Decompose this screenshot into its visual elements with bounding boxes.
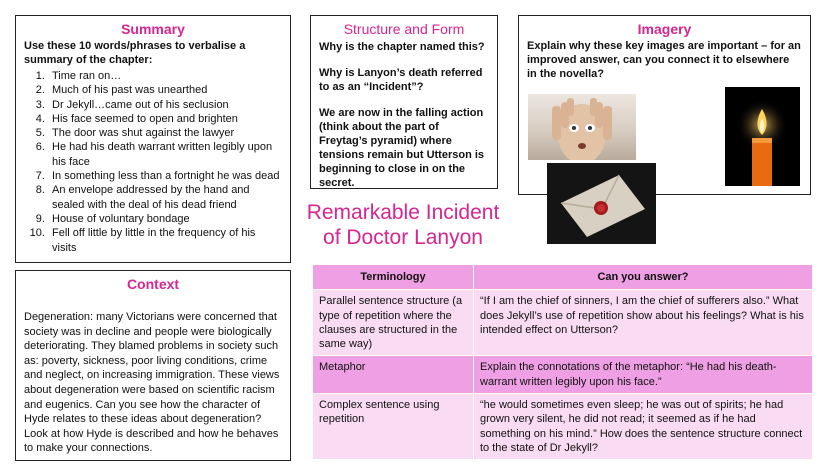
structure-panel — [310, 15, 498, 189]
list-item: 3. Dr Jekyll…came out of his seclusion — [48, 98, 282, 112]
summary-panel — [15, 15, 291, 263]
structure-question-1: Why is the chapter named this? — [319, 41, 485, 53]
table-header-row — [313, 265, 813, 290]
list-item: 1. Time ran on… — [48, 69, 282, 83]
list-item: 8. An envelope addressed by the hand and sealed with the deal of his dead friend — [48, 183, 282, 212]
question-cell: Explain the connotations of the metaphor: “He had his death-warrant written legibly upon his face.” — [474, 356, 813, 394]
question-cell: “he would sometimes even sleep; he was out of spirits; he had grown very silent, he did not read; it seemed as if he had something on his mind.” How does the sentence structure connect to the state of Dr Jekyll? — [474, 394, 813, 460]
table-row — [313, 394, 813, 460]
candle-image — [725, 87, 800, 186]
candle-illustration — [725, 87, 800, 186]
summary-list — [24, 69, 282, 255]
page-title-line-1: Remarkable Incident — [306, 201, 500, 224]
page-title — [296, 200, 510, 250]
term-cell: Complex sentence using repetition — [313, 394, 474, 460]
envelope-illustration — [547, 163, 656, 244]
term-cell: Metaphor — [313, 356, 474, 394]
list-item: 7. In something less than a fortnight he was dead — [48, 169, 282, 183]
list-item: 4. His face seemed to open and brighten — [48, 112, 282, 126]
structure-title: Structure and Form — [343, 21, 465, 37]
table-row — [313, 356, 813, 394]
face-illustration — [528, 94, 636, 160]
summary-title: Summary — [121, 21, 185, 37]
question-cell: “If I am the chief of sinners, I am the chief of sufferers also.” What does Jekyll’s use of repetition show about his feelings? What is his intended effect on Utterson? — [474, 290, 813, 356]
term-cell: Parallel sentence structure (a type of repetition where the clauses are structured in the same way) — [313, 290, 474, 356]
table-row — [313, 290, 813, 356]
page-title-line-2: of Doctor Lanyon — [323, 226, 483, 249]
structure-question-3: We are now in the falling action (think about the part of Freytag’s pyramid) where tensions remain but Utterson is beginning to close in on the secret. — [319, 107, 485, 189]
terminology-table — [312, 264, 813, 460]
summary-intro: Use these 10 words/phrases to verbalise a summary of the chapter: — [24, 40, 246, 66]
context-title: Context — [126, 276, 180, 292]
list-item: 6. He had his death warrant written legibly upon his face — [48, 140, 282, 169]
imagery-title: Imagery — [637, 21, 692, 37]
terminology-header: Terminology — [313, 265, 474, 290]
frightened-face-image — [528, 94, 636, 160]
structure-question-2: Why is Lanyon’s death referred to as an “Incident”? — [319, 67, 483, 93]
list-item: 5. The door was shut against the lawyer — [48, 126, 282, 140]
context-text: Degeneration: many Victorians were concerned that society was in decline and people were biologically deteriorating. They blamed problems in society such as: poverty, sickness, poor living conditions, crime and neglect, on increasing immigration. These views about degeneration were based on scientific racism and eugenics. Can you see how the character of Hyde relates to these ideas about degeneration? Look at how Hyde is described and how he behaves to make your connections. — [24, 311, 280, 455]
question-header: Can you answer? — [474, 265, 813, 290]
sealed-envelope-image — [547, 163, 656, 244]
context-panel — [15, 270, 291, 461]
list-item: 9. House of voluntary bondage — [48, 212, 282, 226]
list-item: 2. Much of his past was unearthed — [48, 83, 282, 97]
list-item: 10. Fell off little by little in the frequency of his visits — [48, 226, 282, 255]
imagery-prompt: Explain why these key images are important – for an improved answer, can you connect it to elsewhere in the novella? — [527, 40, 801, 80]
